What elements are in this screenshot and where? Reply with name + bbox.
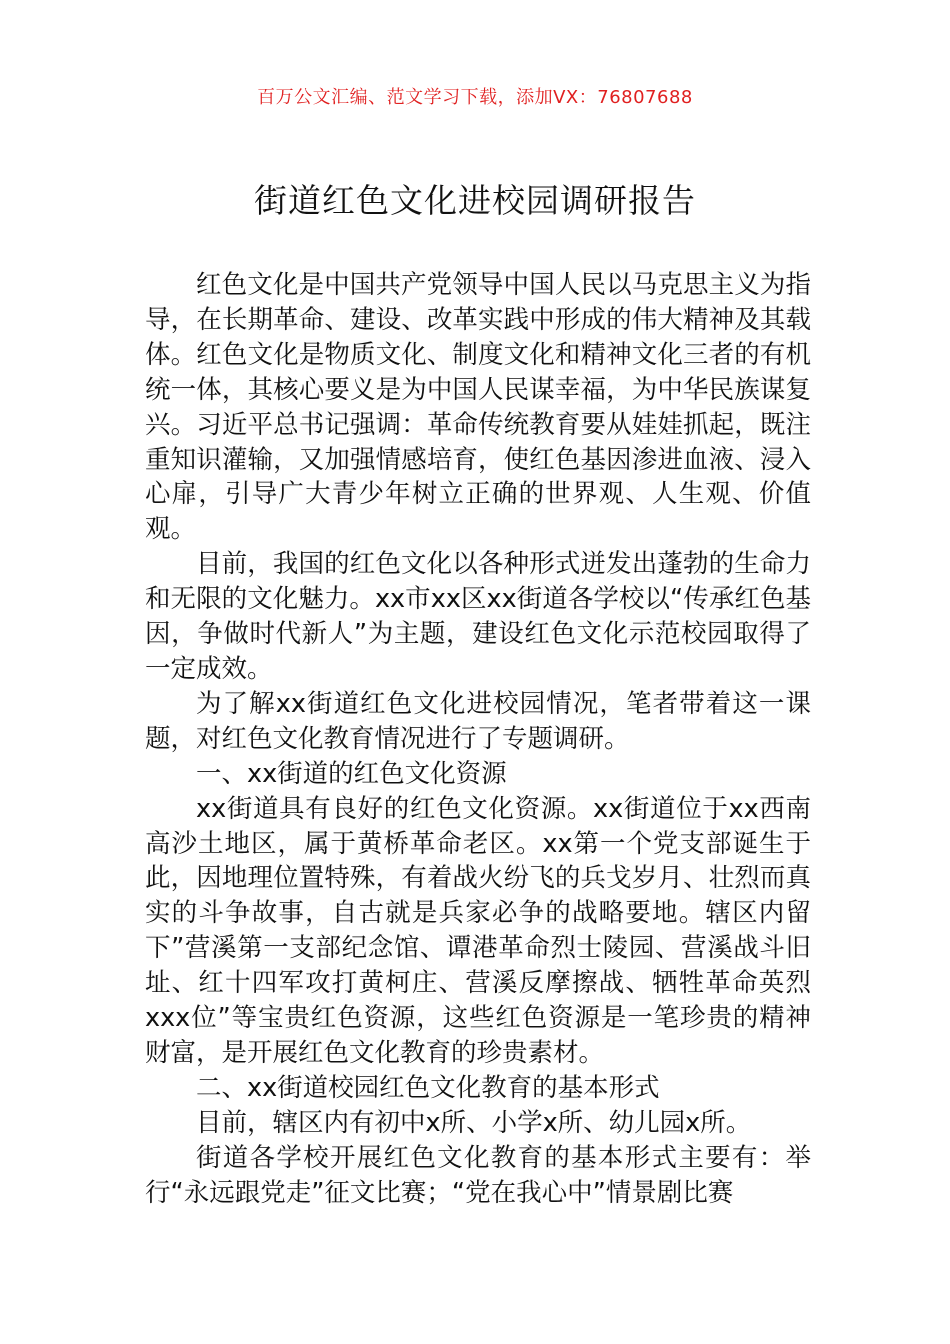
document-body — [145, 268, 811, 1210]
paragraph-resources: xx街道具有良好的红色文化资源。xx街道位于xx西南高沙土地区，属于黄桥革命老区。xx第一个党支部诞生于此，因地理位置特殊，有着战火纷飞的兵戈岁月、壮烈而真实的斗争故事，自古就是兵家必争的战略要地。辖区内留下”营溪第一支部纪念馆、谭港革命烈士陵园、营溪战斗旧址、红十四军攻打黄柯庄、营溪反摩擦战、牺牲革命英烈xxx位”等宝贵红色资源，这些红色资源是一笔珍贵的精神财富，是开展红色文化教育的珍贵素材。 — [145, 793, 811, 1068]
paragraph-current-status: 目前，我国的红色文化以各种形式迸发出蓬勃的生命力和无限的文化魅力。xx市xx区xx街道各学校以“传承红色基因，争做时代新人”为主题，建设红色文化示范校园取得了一定成效。 — [145, 549, 811, 684]
paragraph-intro: 红色文化是中国共产党领导中国人民以马克思主义为指导，在长期革命、建设、改革实践中形成的伟大精神及其载体。红色文化是物质文化、制度文化和精神文化三者的有机统一体，其核心要义是为中国人民谋幸福，为中华民族谋复兴。习近平总书记强调：革命传统教育要从娃娃抓起，既注重知识灌输，又加强情感培育，使红色基因渗进血液、浸入心扉，引导广大青少年树立正确的世界观、人生观、价值观。 — [145, 270, 811, 545]
section-heading-2: 二、xx街道校园红色文化教育的基本形式 — [196, 1072, 660, 1103]
header-note: 百万公文汇编、范文学习下载，添加VX：76807688 — [257, 87, 693, 108]
paragraph-school-count: 目前，辖区内有初中x所、小学x所、幼儿园x所。 — [196, 1107, 752, 1138]
section-heading-1: 一、xx街道的红色文化资源 — [196, 758, 507, 789]
paragraph-education-forms: 街道各学校开展红色文化教育的基本形式主要有：举行“永远跟党走”征文比赛；“党在我心中”情景剧比赛 — [145, 1142, 811, 1208]
paragraph-research-purpose: 为了解xx街道红色文化进校园情况，笔者带着这一课题，对红色文化教育情况进行了专题调研。 — [145, 688, 811, 754]
page-title: 街道红色文化进校园调研报告 — [254, 181, 696, 220]
